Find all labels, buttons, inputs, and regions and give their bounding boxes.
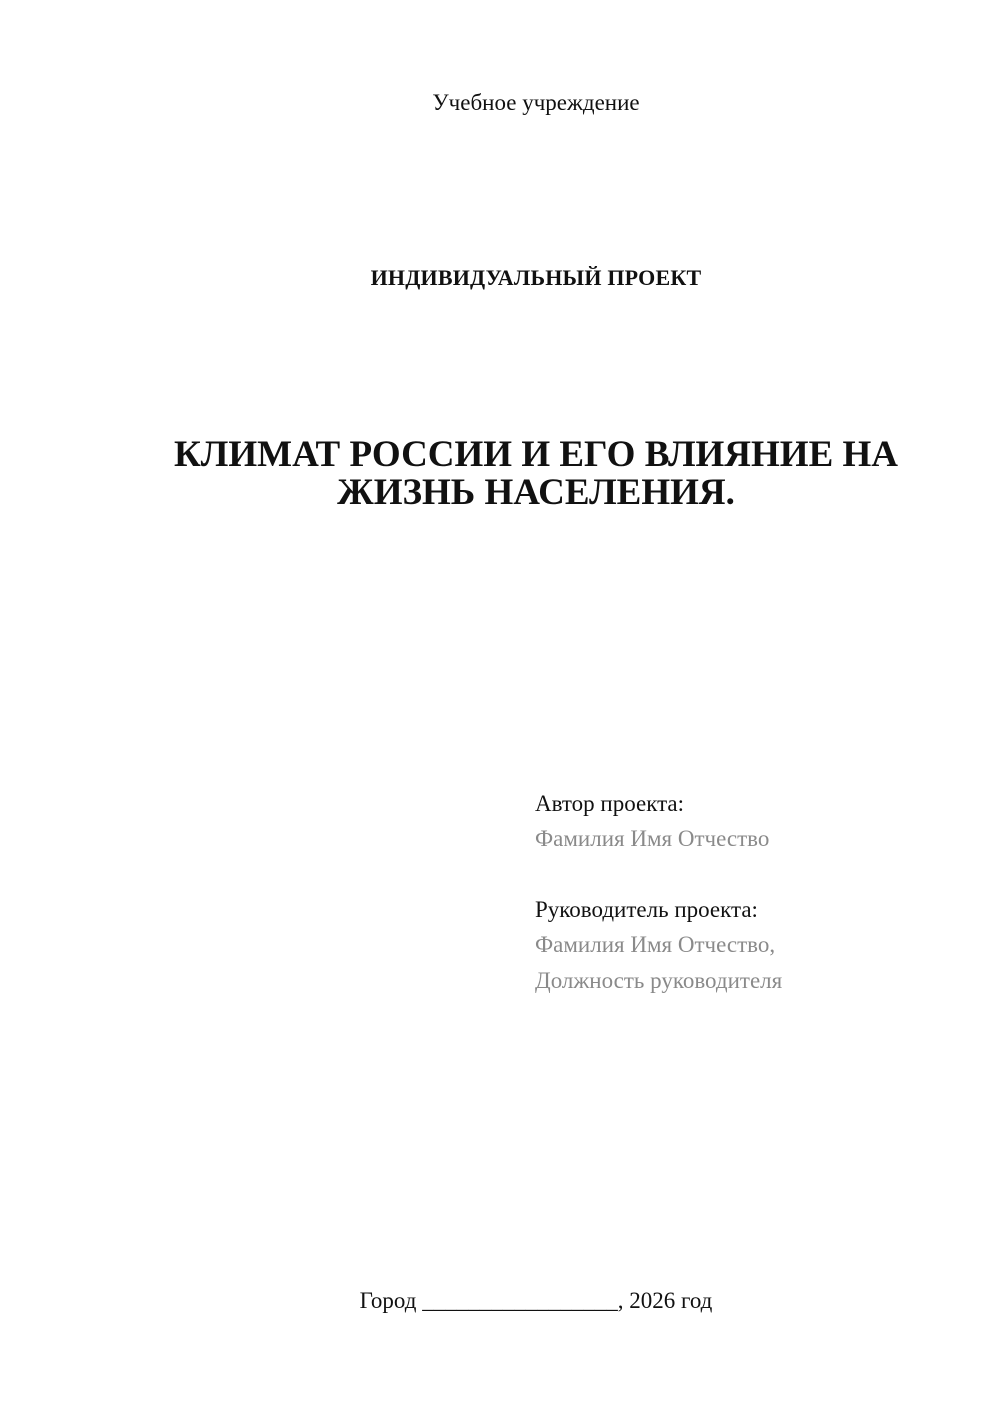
author-label: Автор проекта:	[535, 791, 684, 816]
supervisor-name: Фамилия Имя Отчество,	[535, 932, 776, 957]
project-title-line-1: КЛИМАТ РОССИИ И ЕГО ВЛИЯНИЕ НА	[173, 434, 899, 475]
author-name: Фамилия Имя Отчество	[535, 826, 770, 851]
institution-name: Учебное учреждение	[432, 90, 640, 115]
city-year-line: Город _________________, 2026 год	[359, 1288, 713, 1313]
supervisor-label: Руководитель проекта:	[535, 897, 758, 922]
author-block	[535, 787, 975, 857]
supervisor-position: Должность руководителя	[535, 968, 783, 993]
supervisor-block	[535, 893, 975, 999]
project-title-line-2: ЖИЗНЬ НАСЕЛЕНИЯ.	[337, 472, 735, 513]
project-type-heading: ИНДИВИДУАЛЬНЫЙ ПРОЕКТ	[370, 265, 702, 290]
project-title	[0, 436, 1000, 512]
